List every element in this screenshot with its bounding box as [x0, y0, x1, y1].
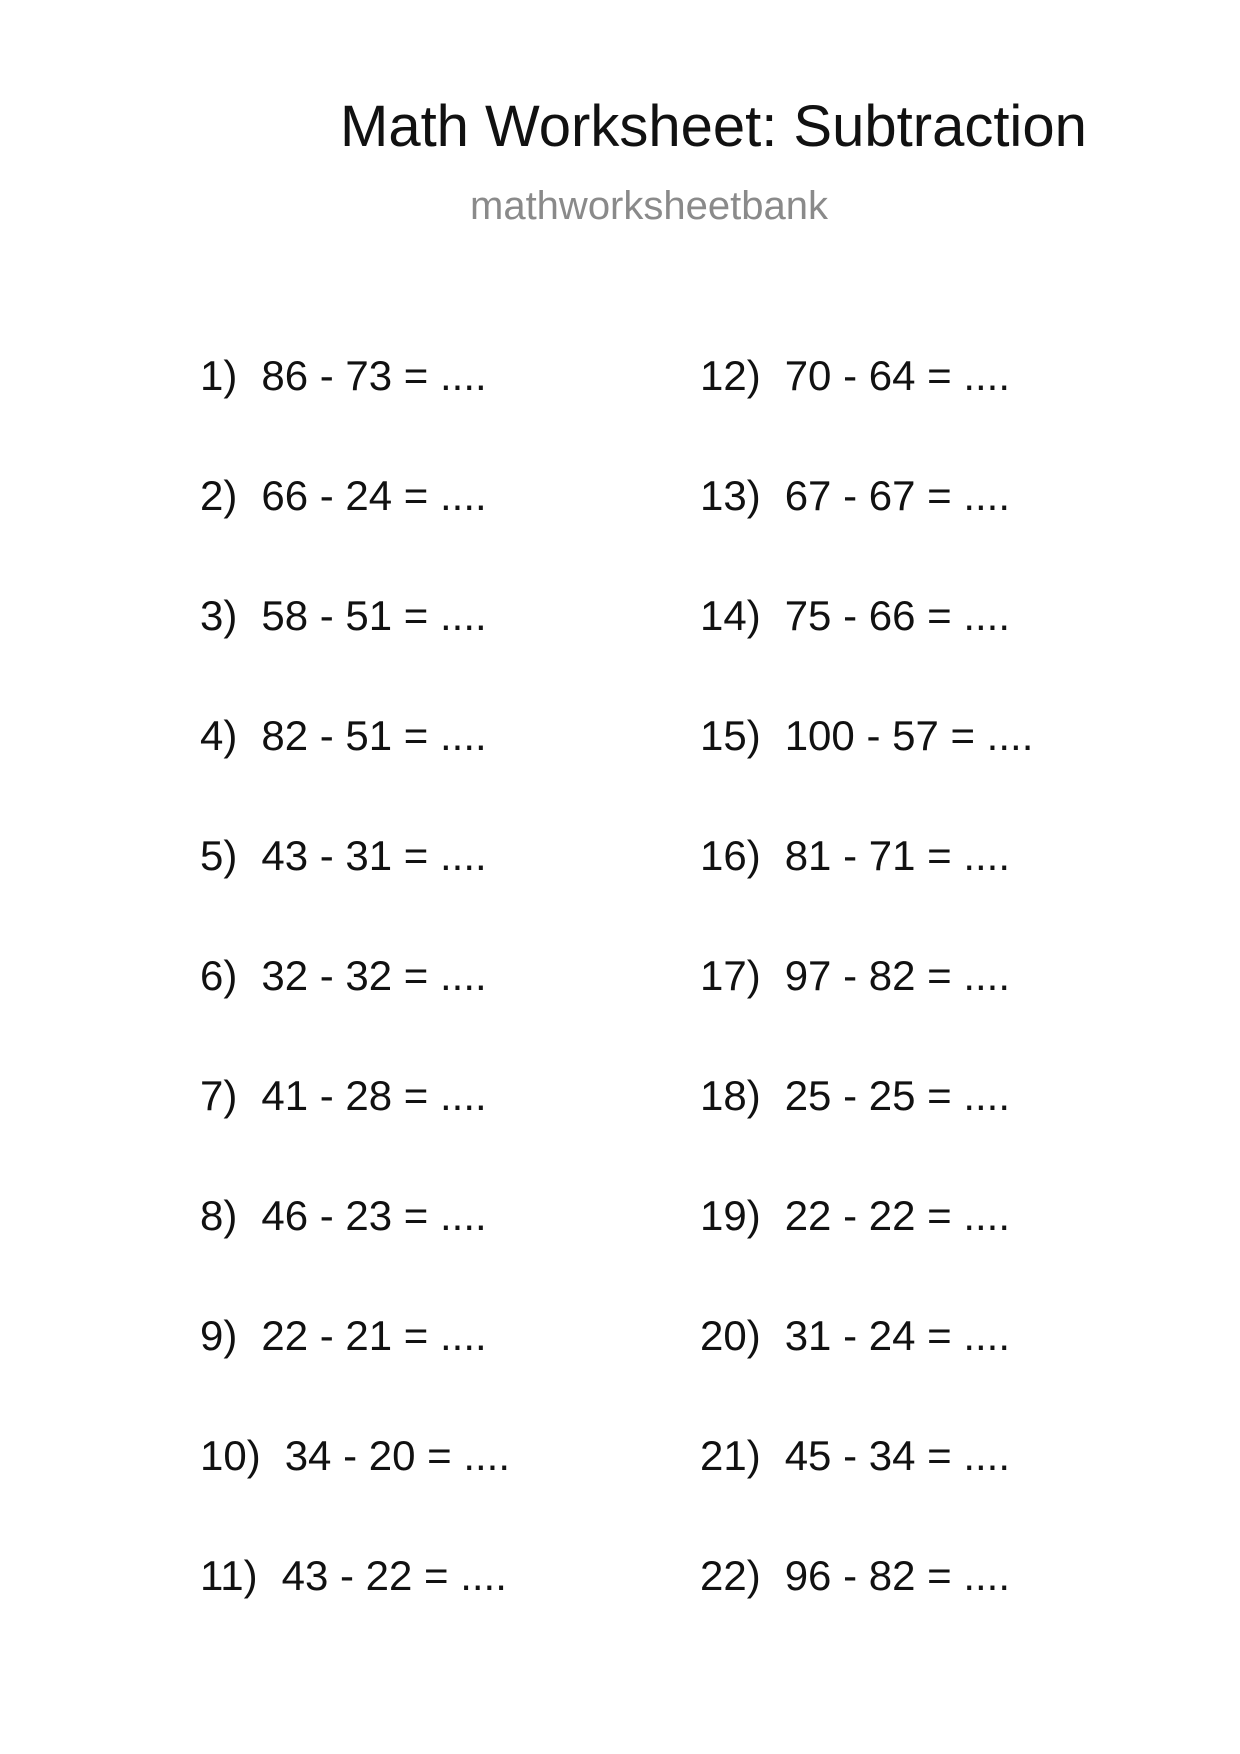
problem-18	[700, 1072, 1011, 1119]
problem-expression: 32 - 32 = ....	[261, 952, 487, 999]
problem-17	[700, 952, 1011, 999]
worksheet-title: Math Worksheet: Subtraction	[340, 94, 1087, 159]
problem-12	[700, 352, 1011, 399]
problem-13	[700, 472, 1011, 519]
problem-number: 8)	[200, 1192, 238, 1239]
problem-number: 10)	[200, 1432, 261, 1479]
problem-14	[700, 592, 1011, 639]
problem-expression: 46 - 23 = ....	[261, 1192, 487, 1239]
problem-2	[200, 472, 487, 519]
problem-number: 20)	[700, 1312, 761, 1359]
problem-number: 4)	[200, 712, 238, 759]
problem-expression: 43 - 22 = ....	[281, 1552, 507, 1599]
problem-number: 16)	[700, 832, 761, 879]
problem-number: 11)	[200, 1552, 258, 1599]
problem-22	[700, 1552, 1011, 1599]
problem-expression: 43 - 31 = ....	[261, 832, 487, 879]
problem-expression: 34 - 20 = ....	[284, 1432, 511, 1479]
problem-number: 15)	[700, 712, 761, 759]
problem-expression: 22 - 22 = ....	[784, 1192, 1011, 1239]
problem-expression: 41 - 28 = ....	[261, 1072, 487, 1119]
problem-number: 14)	[700, 592, 761, 639]
problem-expression: 100 - 57 = ....	[784, 712, 1034, 759]
problem-expression: 66 - 24 = ....	[261, 472, 487, 519]
problem-19	[700, 1192, 1011, 1239]
problem-number: 2)	[200, 472, 238, 519]
problem-21	[700, 1432, 1011, 1479]
problem-expression: 22 - 21 = ....	[261, 1312, 487, 1359]
problem-expression: 81 - 71 = ....	[784, 832, 1011, 879]
problem-number: 22)	[700, 1552, 761, 1599]
problem-expression: 70 - 64 = ....	[784, 352, 1011, 399]
problem-number: 18)	[700, 1072, 761, 1119]
problem-16	[700, 832, 1011, 879]
problem-number: 12)	[700, 352, 761, 399]
problem-5	[200, 832, 487, 879]
problem-expression: 96 - 82 = ....	[784, 1552, 1011, 1599]
problem-9	[200, 1312, 487, 1359]
worksheet-source: mathworksheetbank	[470, 184, 828, 228]
problem-number: 7)	[200, 1072, 238, 1119]
problem-6	[200, 952, 487, 999]
problem-11	[200, 1552, 507, 1599]
problem-expression: 58 - 51 = ....	[261, 592, 487, 639]
problem-expression: 45 - 34 = ....	[784, 1432, 1011, 1479]
problem-expression: 31 - 24 = ....	[784, 1312, 1011, 1359]
problem-number: 19)	[700, 1192, 761, 1239]
problem-expression: 75 - 66 = ....	[784, 592, 1011, 639]
problem-expression: 82 - 51 = ....	[261, 712, 487, 759]
problem-number: 21)	[700, 1432, 761, 1479]
problem-expression: 25 - 25 = ....	[784, 1072, 1011, 1119]
problem-15	[700, 712, 1034, 759]
problem-number: 17)	[700, 952, 761, 999]
problem-number: 9)	[200, 1312, 238, 1359]
problem-20	[700, 1312, 1011, 1359]
problem-10	[200, 1432, 511, 1479]
problem-expression: 86 - 73 = ....	[261, 352, 487, 399]
problem-expression: 67 - 67 = ....	[784, 472, 1011, 519]
problem-number: 1)	[200, 352, 238, 399]
problem-expression: 97 - 82 = ....	[784, 952, 1011, 999]
problem-4	[200, 712, 487, 759]
problem-number: 5)	[200, 832, 238, 879]
problem-number: 6)	[200, 952, 238, 999]
problem-number: 13)	[700, 472, 761, 519]
problem-1	[200, 352, 487, 399]
problem-number: 3)	[200, 592, 238, 639]
problem-7	[200, 1072, 487, 1119]
problem-3	[200, 592, 487, 639]
problem-8	[200, 1192, 487, 1239]
